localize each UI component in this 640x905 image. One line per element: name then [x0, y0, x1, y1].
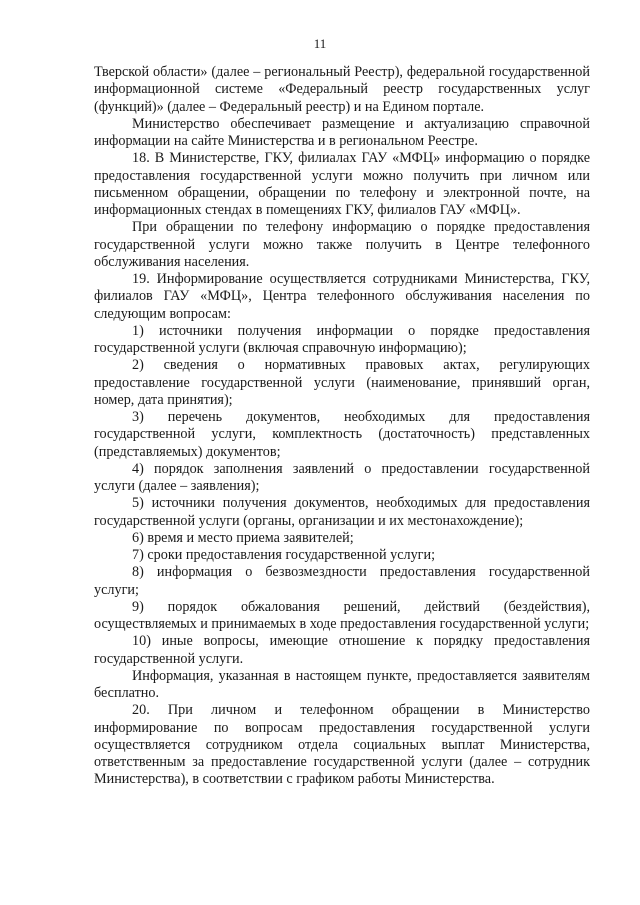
- list-item-8: 8) информация о безвозмездности предоставления государственной услуги;: [94, 564, 590, 598]
- document-body: [94, 64, 590, 789]
- list-item-1: 1) источники получения информации о порядке предоставления государственной услуги (включая справочную информацию);: [94, 322, 590, 356]
- list-item-9: 9) порядок обжалования решений, действий (бездействия), осуществляемых и принимаемых в ходе предоставления государственной услуги;: [94, 598, 590, 632]
- paragraph-item-18: 18. В Министерстве, ГКУ, филиалах ГАУ «МФЦ» информацию о порядке предоставления государственной услуги можно получить при личном или письменном обращении, обращении по телефону и электронной почте, на информационных стендах в помещениях ГКУ, филиалов ГАУ «МФЦ».: [94, 150, 590, 218]
- list-item-2: 2) сведения о нормативных правовых актах, регулирующих предоставление государственной услуги (наименование, принявший орган, номер, дата принятия);: [94, 357, 590, 408]
- paragraph-item-19: 19. Информирование осуществляется сотрудниками Министерства, ГКУ, филиалов ГАУ «МФЦ», Центра телефонного обслуживания населения по следующим вопросам:: [94, 271, 590, 322]
- list-item-7: 7) сроки предоставления государственной услуги;: [132, 547, 436, 563]
- list-item-4: 4) порядок заполнения заявлений о предоставлении государственной услуги (далее – заявления);: [94, 460, 590, 494]
- list-item-3: 3) перечень документов, необходимых для предоставления государственной услуги, комплектность (достаточность) представленных (представляемых) документов;: [94, 409, 590, 460]
- list-item-10: 10) иные вопросы, имеющие отношение к порядку предоставления государственной услуги.: [94, 633, 590, 667]
- paragraph-phone-info: При обращении по телефону информацию о порядке предоставления государственной услуги можно также получить в Центре телефонного обслуживания населения.: [94, 219, 590, 270]
- paragraph-item-20: 20. При личном и телефонном обращении в Министерство информирование по вопросам предоставления государственной услуги осуществляется сотрудником отдела социальных выплат Министерства, ответственным за предоставление государственной услуги (далее – сотрудник Министерства), в соответствии с графиком работы Министерства.: [94, 702, 590, 788]
- paragraph-free-of-charge: Информация, указанная в настоящем пункте, предоставляется заявителям бесплатно.: [94, 667, 590, 701]
- paragraph-ministry-publication: Министерство обеспечивает размещение и актуализацию справочной информации на сайте Министерства и в региональном Реестре.: [94, 115, 590, 149]
- page-number: 11: [313, 36, 327, 51]
- paragraph-continuation: Тверской области» (далее – региональный Реестр), федеральной государственной информационной системе «Федеральный реестр государственных услуг (функций)» (далее – Федеральный реестр) и на Едином портале.: [94, 64, 590, 115]
- list-item-6: 6) время и место приема заявителей;: [132, 529, 354, 546]
- list-item-5: 5) источники получения документов, необходимых для предоставления государственной услуги (органы, организации и их местонахождение);: [94, 495, 590, 529]
